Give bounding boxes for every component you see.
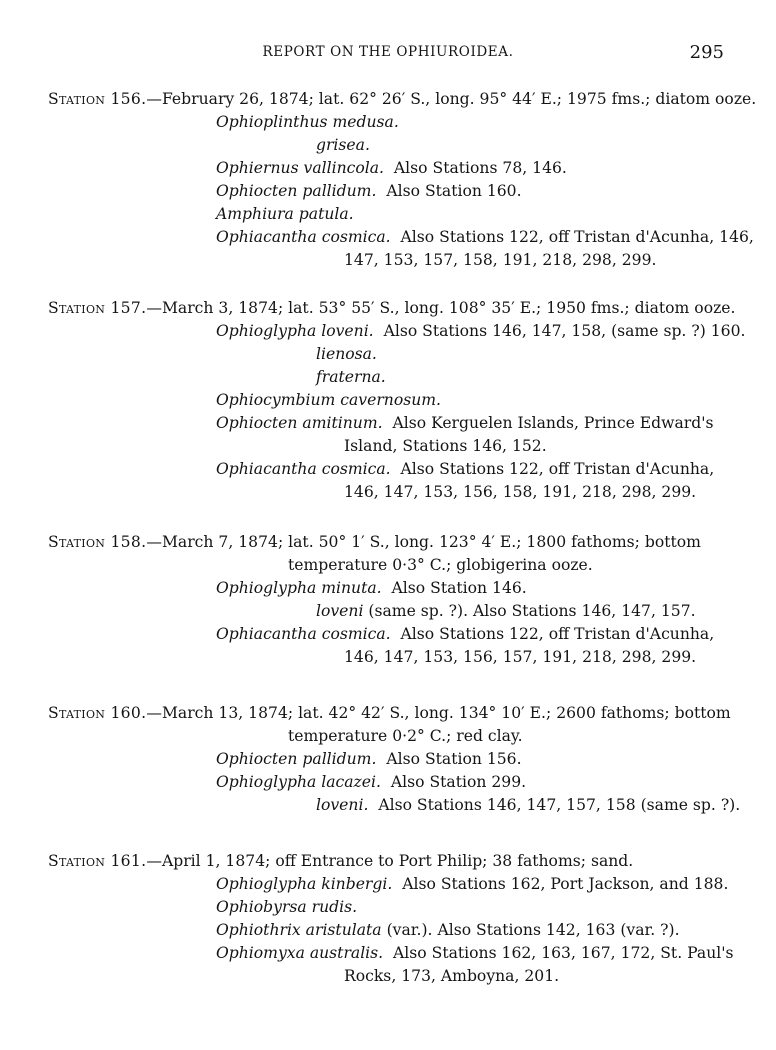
species-note-continued: 146, 147, 153, 156, 158, 191, 218, 298, 299.: [344, 483, 697, 501]
species-note: Also Stations 122, off Tristan d'Acunha, 146,: [400, 228, 754, 246]
station-heading-continued: temperature 0·3° C.; globigerina ooze.: [288, 556, 593, 574]
species-name: Ophiocten pallidum.: [216, 750, 377, 768]
species-name: Ophiobyrsa rudis.: [216, 898, 358, 916]
station-label: Station 160.: [48, 704, 147, 722]
station-156: [48, 88, 757, 272]
page-number: 295: [689, 42, 724, 63]
species-name: Ophioglypha kinbergi.: [216, 875, 393, 893]
station-label: Station 156.: [48, 90, 147, 108]
species-note-continued: Island, Stations 146, 152.: [344, 437, 547, 455]
species-name: Ophioglypha loveni.: [216, 322, 374, 340]
species-entry: [48, 134, 733, 157]
species-note: Also Stations 78, 146.: [393, 159, 567, 177]
species-note: Also Stations 122, off Tristan d'Acunha,: [400, 625, 715, 643]
station-161: [48, 850, 733, 988]
species-name: loveni: [316, 602, 364, 620]
station-heading: [48, 702, 733, 725]
station-heading-continued: temperature 0·2° C.; red clay.: [288, 727, 523, 745]
species-entry: [48, 343, 733, 366]
species-note: (same sp. ?). Also Stations 146, 147, 157.: [368, 602, 696, 620]
running-header: REPORT ON THE OPHIUROIDEA.: [262, 44, 514, 60]
species-entry: [48, 942, 733, 988]
species-name: Ophiacantha cosmica.: [216, 625, 391, 643]
species-name: Ophiacantha cosmica.: [216, 460, 391, 478]
species-name: grisea.: [316, 136, 370, 154]
station-details: —March 7, 1874; lat. 50° 1′ S., long. 123° 4′ E.; 1800 fathoms; bottom: [146, 533, 701, 551]
species-entry: [48, 366, 733, 389]
species-entry: [48, 919, 733, 942]
species-entry: [48, 896, 733, 919]
species-note: Also Station 160.: [386, 182, 522, 200]
species-name: loveni.: [316, 796, 369, 814]
species-note: Also Stations 162, Port Jackson, and 188.: [402, 875, 729, 893]
station-label: Station 161.: [48, 852, 147, 870]
species-entry: [48, 389, 733, 412]
species-name: Ophioplinthus medusa.: [216, 113, 399, 131]
species-entry: [48, 458, 733, 504]
station-details: —February 26, 1874; lat. 62° 26′ S., long. 95° 44′ E.; 1975 fms.; diatom ooze.: [146, 90, 757, 108]
species-entry: [48, 600, 733, 623]
station-heading: [48, 850, 733, 873]
species-entry: [48, 771, 733, 794]
species-entry: [48, 111, 733, 134]
species-note-continued: 146, 147, 153, 156, 157, 191, 218, 298, 299.: [344, 648, 697, 666]
species-entry: [48, 320, 746, 343]
species-name: lienosa.: [316, 345, 377, 363]
station-details: —April 1, 1874; off Entrance to Port Philip; 38 fathoms; sand.: [146, 852, 634, 870]
species-name: Ophiocten pallidum.: [216, 182, 377, 200]
species-note: Also Kerguelen Islands, Prince Edward's: [392, 414, 714, 432]
species-note: Also Stations 122, off Tristan d'Acunha,: [400, 460, 715, 478]
station-details: —March 13, 1874; lat. 42° 42′ S., long. 134° 10′ E.; 2600 fathoms; bottom: [146, 704, 731, 722]
species-entry: [48, 794, 741, 817]
species-entry: [48, 412, 733, 458]
station-label: Station 157.: [48, 299, 147, 317]
species-name: Ophiocten amitinum.: [216, 414, 383, 432]
species-name: Ophiocymbium cavernosum.: [216, 391, 442, 409]
species-name: Ophiernus vallincola.: [216, 159, 384, 177]
station-158: [48, 531, 733, 669]
species-name: Ophiothrix aristulata: [216, 921, 382, 939]
species-note: (var.). Also Stations 142, 163 (var. ?).: [386, 921, 680, 939]
species-note: Also Station 156.: [386, 750, 522, 768]
species-entry: [48, 203, 733, 226]
species-name: Amphiura patula.: [216, 205, 354, 223]
species-entry: [48, 180, 733, 203]
species-note: Also Stations 146, 147, 158, (same sp. ?) 160.: [383, 322, 746, 340]
species-name: Ophiacantha cosmica.: [216, 228, 391, 246]
species-name: Ophiomyxa australis.: [216, 944, 384, 962]
station-details: —March 3, 1874; lat. 53° 55′ S., long. 108° 35′ E.; 1950 fms.; diatom ooze.: [146, 299, 736, 317]
species-note: Also Stations 146, 147, 157, 158 (same sp. ?).: [378, 796, 741, 814]
species-note-continued: Rocks, 173, Amboyna, 201.: [344, 967, 560, 985]
station-heading: [48, 88, 757, 111]
species-name: Ophioglypha minuta.: [216, 579, 382, 597]
species-entry: [48, 873, 733, 896]
species-note-continued: 147, 153, 157, 158, 191, 218, 298, 299.: [344, 251, 657, 269]
station-heading: [48, 531, 733, 554]
species-entry: [48, 577, 733, 600]
species-note: Also Station 299.: [390, 773, 527, 791]
species-name: Ophioglypha lacazei.: [216, 773, 381, 791]
station-160: [48, 702, 741, 817]
species-entry: [48, 157, 733, 180]
species-name: fraterna.: [316, 368, 386, 386]
station-label: Station 158.: [48, 533, 147, 551]
species-entry: [48, 623, 733, 669]
species-note: Also Stations 162, 163, 167, 172, St. Paul's: [393, 944, 734, 962]
species-note: Also Station 146.: [391, 579, 527, 597]
station-157: [48, 297, 746, 504]
station-heading: [48, 297, 736, 320]
species-entry: [48, 226, 754, 272]
species-entry: [48, 748, 733, 771]
